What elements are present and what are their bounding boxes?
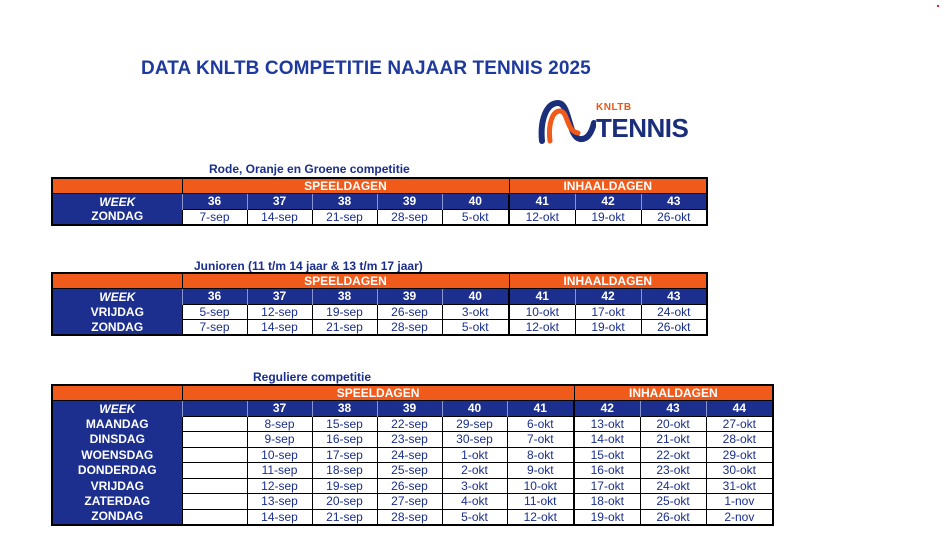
table1-week-row (52, 194, 707, 210)
day-label: MAANDAG (52, 416, 182, 432)
table2-corner (52, 273, 182, 289)
date-cell: 1-okt (442, 447, 507, 463)
date-cell: 13-okt (574, 416, 640, 432)
table-row (52, 447, 773, 463)
date-cell: 20-okt (640, 416, 706, 432)
knltb-tennis-logo (536, 97, 696, 147)
date-cell: 17-sep (312, 447, 377, 463)
table-row (52, 209, 707, 225)
date-cell (182, 447, 247, 463)
logo-knltb-text: KNLTB (596, 102, 632, 113)
date-cell: 19-sep (312, 478, 377, 494)
date-cell: 24-sep (377, 447, 442, 463)
date-cell: 26-sep (377, 304, 442, 320)
day-label: DINSDAG (52, 432, 182, 448)
date-cell: 10-okt (507, 478, 574, 494)
date-cell: 1-nov (706, 494, 773, 510)
week-cell: 42 (575, 289, 641, 305)
week-cell: 41 (509, 194, 575, 210)
date-cell: 28-sep (377, 209, 442, 225)
week-cell: 41 (507, 401, 574, 417)
date-cell: 19-okt (574, 509, 640, 525)
week-cell: 38 (312, 289, 377, 305)
date-cell: 25-sep (377, 463, 442, 479)
date-cell: 13-sep (247, 494, 312, 510)
table1-corner (52, 178, 182, 194)
table2-inhaaldagen-header: INHAALDAGEN (509, 273, 707, 289)
date-cell: 3-okt (442, 478, 507, 494)
table-row (52, 416, 773, 432)
table1-schedule (51, 177, 708, 226)
date-cell: 17-okt (574, 478, 640, 494)
date-cell: 26-okt (640, 509, 706, 525)
date-cell: 2-okt (442, 463, 507, 479)
week-cell: 39 (377, 401, 442, 417)
date-cell: 24-okt (640, 478, 706, 494)
week-cell: 38 (312, 194, 377, 210)
date-cell: 29-sep (442, 416, 507, 432)
logo-tennis-text: TENNIS (596, 113, 689, 143)
date-cell: 22-sep (377, 416, 442, 432)
date-cell (182, 416, 247, 432)
date-cell: 15-okt (574, 447, 640, 463)
date-cell: 26-okt (641, 320, 707, 336)
date-cell: 31-okt (706, 478, 773, 494)
day-label: VRIJDAG (52, 304, 182, 320)
date-cell: 7-sep (182, 320, 247, 336)
date-cell: 12-sep (247, 304, 312, 320)
table1-caption: Rode, Oranje en Groene competitie (209, 162, 410, 176)
week-cell (182, 401, 247, 417)
week-cell: 42 (575, 194, 641, 210)
table2-speeldagen-header: SPEELDAGEN (182, 273, 509, 289)
day-label: ZONDAG (52, 320, 182, 336)
week-cell: 39 (377, 289, 442, 305)
date-cell: 25-okt (640, 494, 706, 510)
week-cell: 44 (706, 401, 773, 417)
date-cell: 14-sep (247, 320, 312, 336)
date-cell: 23-okt (640, 463, 706, 479)
table3-week-row (52, 401, 773, 417)
table3-header-row (52, 385, 773, 401)
table2-schedule (51, 272, 708, 336)
table1-week-label: WEEK (52, 194, 182, 210)
date-cell: 29-okt (706, 447, 773, 463)
date-cell: 12-okt (507, 509, 574, 525)
day-label: VRIJDAG (52, 478, 182, 494)
week-cell: 36 (182, 289, 247, 305)
week-cell: 40 (442, 289, 509, 305)
table2-header-row (52, 273, 707, 289)
date-cell: 8-okt (507, 447, 574, 463)
date-cell: 11-okt (507, 494, 574, 510)
week-cell: 37 (247, 401, 312, 417)
table3-schedule (51, 384, 774, 526)
week-cell: 43 (641, 194, 707, 210)
day-label: WOENSDAG (52, 447, 182, 463)
date-cell: 12-sep (247, 478, 312, 494)
table-row (52, 509, 773, 525)
date-cell: 30-sep (442, 432, 507, 448)
table2-week-row (52, 289, 707, 305)
date-cell: 2-nov (706, 509, 773, 525)
page-title: DATA KNLTB COMPETITIE NAJAAR TENNIS 2025 (141, 58, 591, 79)
date-cell: 28-sep (377, 320, 442, 336)
date-cell: 4-okt (442, 494, 507, 510)
table1-header-row (52, 178, 707, 194)
table2-week-label: WEEK (52, 289, 182, 305)
table-row (52, 494, 773, 510)
date-cell (182, 509, 247, 525)
table3-caption: Reguliere competitie (253, 370, 372, 384)
table-row (52, 478, 773, 494)
day-label: DONDERDAG (52, 463, 182, 479)
table2-caption: Junioren (11 t/m 14 jaar & 13 t/m 17 jaar) (194, 259, 423, 273)
logo-swoosh-icon (536, 97, 596, 147)
week-cell: 41 (509, 289, 575, 305)
table3-corner (52, 385, 182, 401)
week-cell: 43 (641, 289, 707, 305)
table-row (52, 463, 773, 479)
date-cell (182, 494, 247, 510)
date-cell: 21-sep (312, 320, 377, 336)
date-cell: 12-okt (509, 209, 575, 225)
date-cell: 5-okt (442, 509, 507, 525)
date-cell (182, 478, 247, 494)
date-cell: 8-sep (247, 416, 312, 432)
table-row (52, 304, 707, 320)
date-cell: 21-okt (640, 432, 706, 448)
day-label: ZONDAG (52, 209, 182, 225)
table3-speeldagen-header: SPEELDAGEN (182, 385, 574, 401)
date-cell (182, 432, 247, 448)
table3-week-label: WEEK (52, 401, 182, 417)
week-cell: 40 (442, 194, 509, 210)
date-cell: 28-sep (377, 509, 442, 525)
date-cell: 3-okt (442, 304, 509, 320)
week-cell: 37 (247, 289, 312, 305)
date-cell: 24-okt (641, 304, 707, 320)
date-cell: 7-okt (507, 432, 574, 448)
date-cell: 5-sep (182, 304, 247, 320)
table-row (52, 432, 773, 448)
week-cell: 42 (574, 401, 640, 417)
table1-inhaaldagen-header: INHAALDAGEN (509, 178, 707, 194)
date-cell: 16-okt (574, 463, 640, 479)
date-cell: 27-okt (706, 416, 773, 432)
date-cell: 6-okt (507, 416, 574, 432)
date-cell: 12-okt (509, 320, 575, 336)
date-cell: 20-sep (312, 494, 377, 510)
date-cell: 17-okt (575, 304, 641, 320)
date-cell: 18-sep (312, 463, 377, 479)
date-cell: 5-okt (442, 209, 509, 225)
date-cell: 9-sep (247, 432, 312, 448)
day-label: ZONDAG (52, 509, 182, 525)
date-cell: 26-okt (641, 209, 707, 225)
date-cell: 21-sep (312, 509, 377, 525)
date-cell: 10-okt (509, 304, 575, 320)
table3-inhaaldagen-header: INHAALDAGEN (574, 385, 773, 401)
date-cell: 15-sep (312, 416, 377, 432)
date-cell: 11-sep (247, 463, 312, 479)
week-cell: 40 (442, 401, 507, 417)
date-cell: 28-okt (706, 432, 773, 448)
date-cell: 27-sep (377, 494, 442, 510)
date-cell: 19-sep (312, 304, 377, 320)
date-cell: 22-okt (640, 447, 706, 463)
week-cell: 43 (640, 401, 706, 417)
date-cell (182, 463, 247, 479)
day-label: ZATERDAG (52, 494, 182, 510)
date-cell: 19-okt (575, 320, 641, 336)
week-cell: 39 (377, 194, 442, 210)
date-cell: 16-sep (312, 432, 377, 448)
week-cell: 37 (247, 194, 312, 210)
date-cell: 30-okt (706, 463, 773, 479)
date-cell: 7-sep (182, 209, 247, 225)
week-cell: 38 (312, 401, 377, 417)
date-cell: 19-okt (575, 209, 641, 225)
date-cell: 5-okt (442, 320, 509, 336)
table-row (52, 320, 707, 336)
date-cell: 14-sep (247, 509, 312, 525)
week-cell: 36 (182, 194, 247, 210)
date-cell: 21-sep (312, 209, 377, 225)
date-cell: 23-sep (377, 432, 442, 448)
date-cell: 18-okt (574, 494, 640, 510)
date-cell: 9-okt (507, 463, 574, 479)
date-cell: 26-sep (377, 478, 442, 494)
corner-marker (937, 5, 939, 7)
date-cell: 14-sep (247, 209, 312, 225)
date-cell: 10-sep (247, 447, 312, 463)
date-cell: 14-okt (574, 432, 640, 448)
table1-speeldagen-header: SPEELDAGEN (182, 178, 509, 194)
